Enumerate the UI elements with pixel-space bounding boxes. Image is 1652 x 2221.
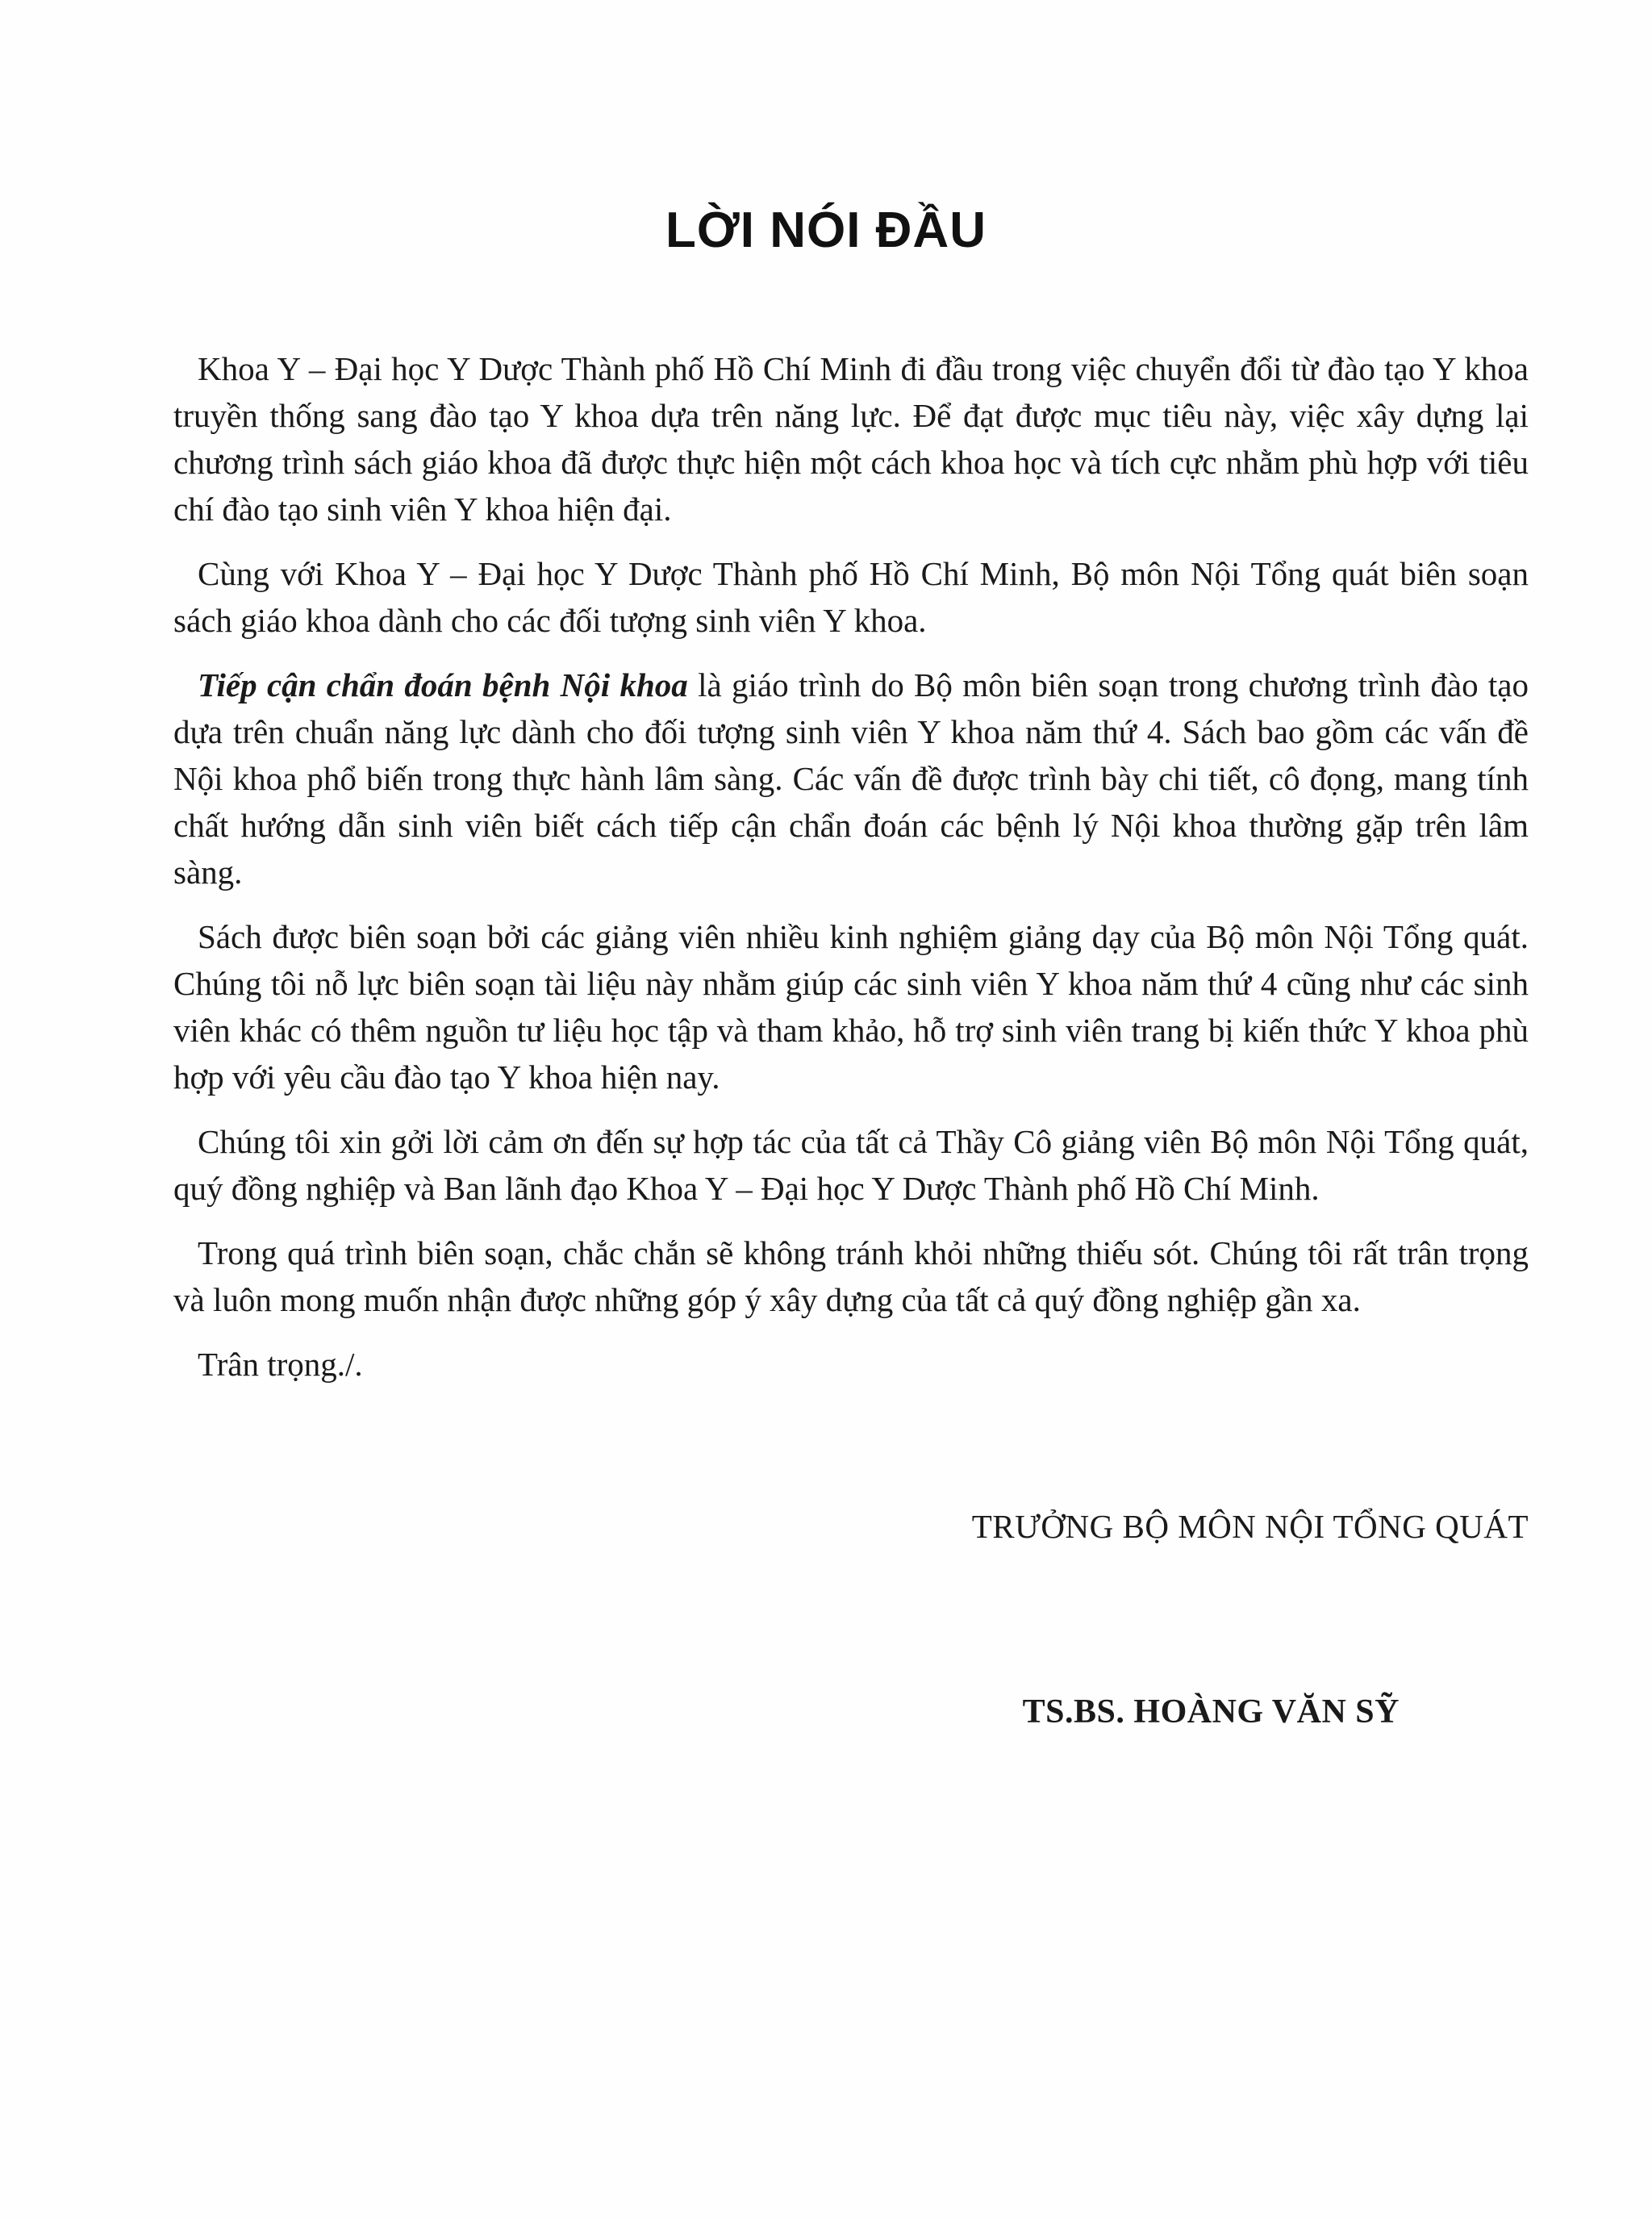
paragraph-4 — [173, 913, 1529, 1100]
paragraph-1 — [173, 345, 1529, 532]
paragraph-6-text: Trong quá trình biên soạn, chắc chắn sẽ không tránh khỏi những thiếu sót. Chúng tôi rất trân trọng và luôn mong muốn nhận được những góp ý xây dựng của tất cả quý đồng nghiệp gần xa. — [173, 1234, 1529, 1318]
paragraph-2-text: Cùng với Khoa Y – Đại học Y Dược Thành phố Hồ Chí Minh, Bộ môn Nội Tổng quát biên soạn sách giáo khoa dành cho các đối tượng sinh viên Y khoa. — [173, 555, 1529, 639]
body-text — [173, 345, 1529, 1405]
paragraph-4-text: Sách được biên soạn bởi các giảng viên nhiều kinh nghiệm giảng dạy của Bộ môn Nội Tổng quát. Chúng tôi nỗ lực biên soạn tài liệu này nhằm giúp các sinh viên Y khoa năm thứ 4 cũng như các sinh viên khác có thêm nguồn tư liệu học tập và tham khảo, hỗ trợ sinh viên trang bị kiến thức Y khoa phù hợp với yêu cầu đào tạo Y khoa hiện nay. — [173, 918, 1529, 1096]
signature-role: TRƯỞNG BỘ MÔN NỘI TỔNG QUÁT — [971, 1508, 1529, 1545]
paragraph-1-text: Khoa Y – Đại học Y Dược Thành phố Hồ Chí Minh đi đầu trong việc chuyển đổi từ đào tạo Y khoa truyền thống sang đào tạo Y khoa dựa trên năng lực. Để đạt được mục tiêu này, việc xây dựng lại chương trình sách giáo khoa đã được thực hiện một cách khoa học và tích cực nhằm phù hợp với tiêu chí đào tạo sinh viên Y khoa hiện đại. — [173, 350, 1529, 528]
page-title: LỜI NÓI ĐẦU — [665, 202, 987, 258]
paragraph-5-text: Chúng tôi xin gởi lời cảm ơn đến sự hợp tác của tất cả Thầy Cô giảng viên Bộ môn Nội Tổng quát, quý đồng nghiệp và Ban lãnh đạo Khoa Y – Đại học Y Dược Thành phố Hồ Chí Minh. — [173, 1123, 1529, 1207]
book-title-emphasis: Tiếp cận chẩn đoán bệnh Nội khoa — [198, 666, 688, 703]
paragraph-6 — [173, 1229, 1529, 1323]
paragraph-3-text: là giáo trình do Bộ môn biên soạn trong chương trình đào tạo dựa trên chuẩn năng lực dành cho đối tượng sinh viên Y khoa năm thứ 4. Sách bao gồm các vấn đề Nội khoa phổ biến trong thực hành lâm sàng. Các vấn đề được trình bày chi tiết, cô đọng, mang tính chất hướng dẫn sinh viên biết cách tiếp cận chẩn đoán các bệnh lý Nội khoa thường gặp trên lâm sàng. — [173, 666, 1529, 891]
signature-name: TS.BS. HOÀNG VĂN SỸ — [1022, 1693, 1400, 1730]
paragraph-3 — [173, 662, 1529, 895]
paragraph-2 — [173, 550, 1529, 644]
paragraph-5 — [173, 1118, 1529, 1212]
closing-line — [173, 1341, 1529, 1388]
closing-text: Trân trọng./. — [198, 1346, 363, 1383]
